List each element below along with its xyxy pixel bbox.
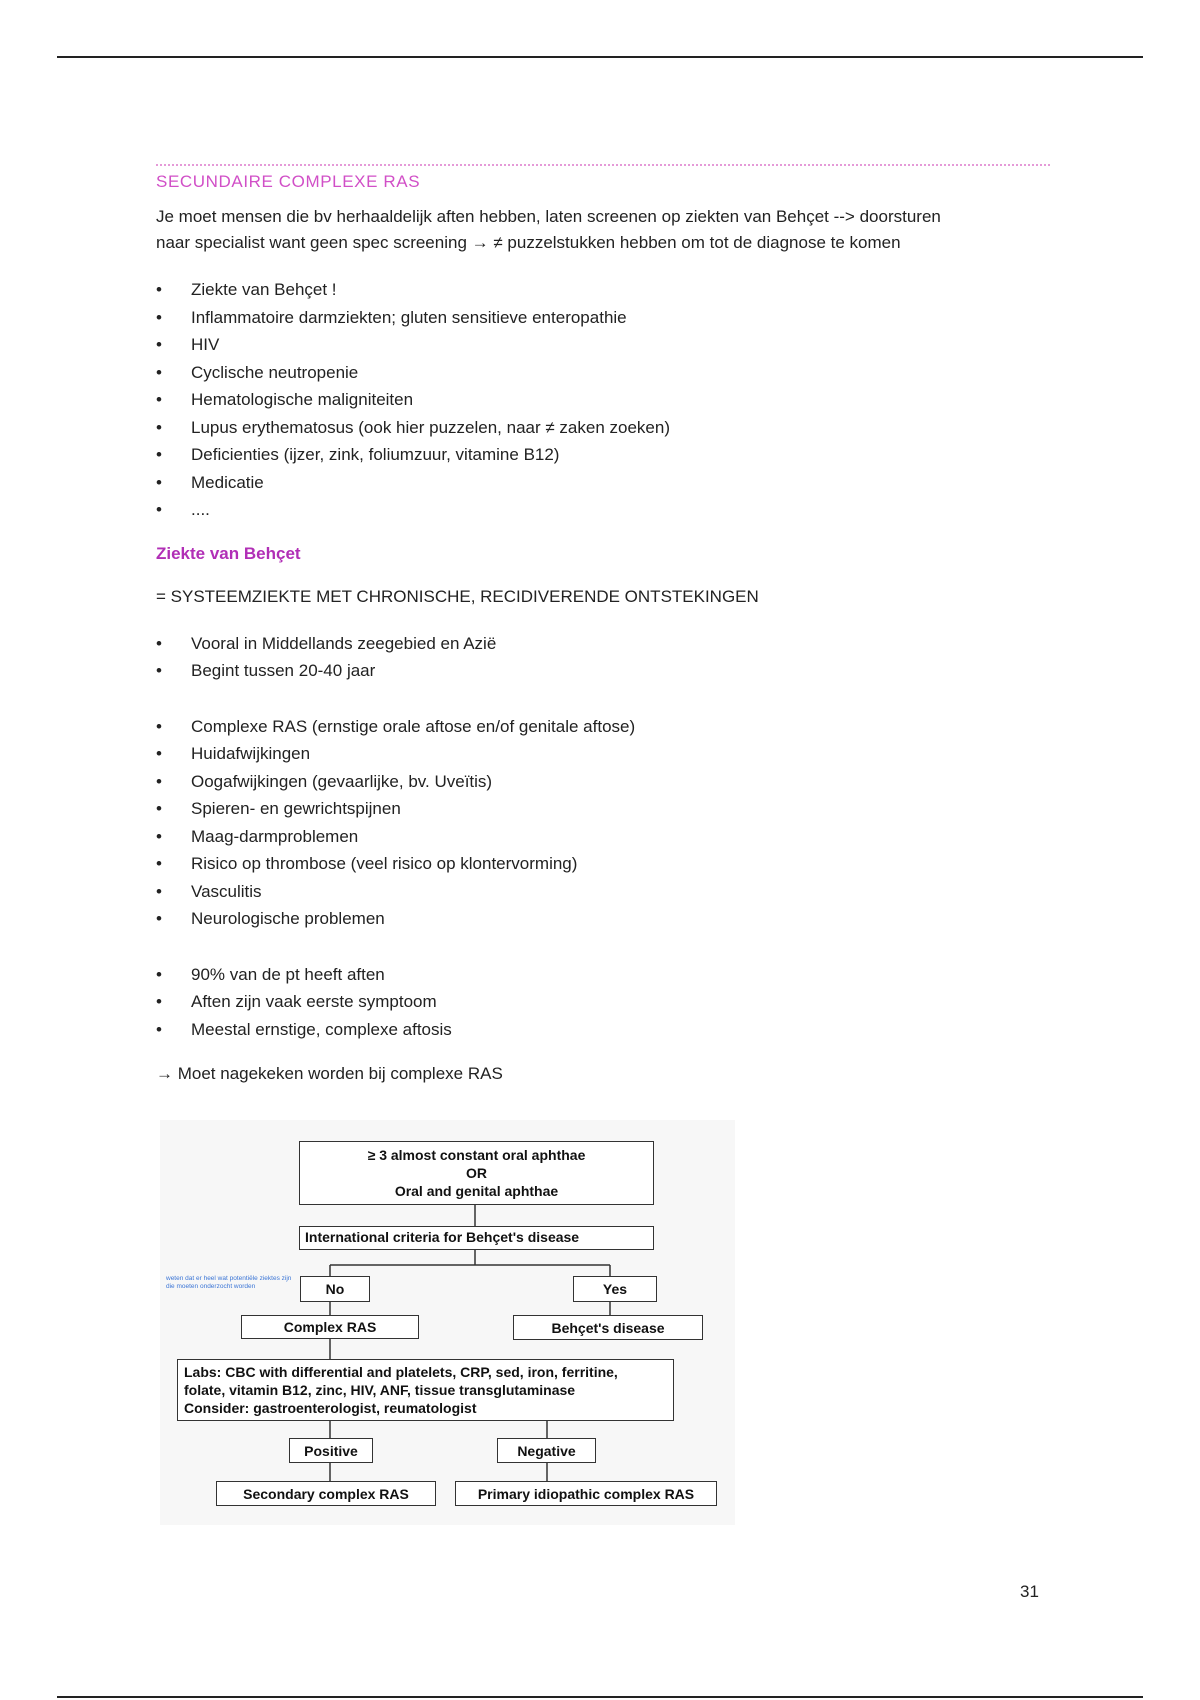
list-item bbox=[156, 878, 1050, 906]
intro-line: naar specialist want geen spec screening → ≠ puzzelstukken hebben om tot de diagnose te komen bbox=[156, 233, 901, 252]
flow-text: Secondary complex RAS bbox=[243, 1485, 409, 1502]
list-item bbox=[156, 850, 1050, 878]
bullet-icon: • bbox=[156, 992, 162, 1011]
handwritten-annotation: weten dat er heel wat potentiële ziektes zijn die moeten onderzocht worden bbox=[166, 1275, 292, 1290]
intro-line: Je moet mensen die bv herhaaldelijk aften hebben, laten screenen op ziekten van Behçet --> doorsturen bbox=[156, 207, 941, 226]
list-item bbox=[156, 359, 1050, 387]
page-number: 31 bbox=[1020, 1582, 1039, 1601]
list-item bbox=[156, 988, 1050, 1016]
list-item-text: Inflammatoire darmziekten; gluten sensitieve enteropathie bbox=[191, 307, 627, 327]
causes-list bbox=[156, 276, 1050, 524]
bullet-icon: • bbox=[156, 417, 162, 437]
bullet-icon: • bbox=[156, 1019, 162, 1039]
intro-paragraph bbox=[156, 204, 1050, 256]
list-item bbox=[156, 961, 1050, 989]
list-item-text: 90% van de pt heeft aften bbox=[191, 964, 385, 984]
flow-text: Negative bbox=[517, 1442, 576, 1459]
list-item-text: Risico op thrombose (veel risico op klontervorming) bbox=[191, 854, 578, 873]
list-item-text: Meestal ernstige, complexe aftosis bbox=[191, 1019, 452, 1039]
flow-box-top bbox=[299, 1141, 654, 1205]
bullet-icon: • bbox=[156, 661, 162, 680]
list-item bbox=[156, 414, 1050, 442]
list-item-text: Vasculitis bbox=[191, 881, 262, 901]
list-item bbox=[156, 276, 1050, 304]
footer-rule bbox=[57, 1696, 1143, 1698]
flowchart-figure bbox=[160, 1120, 735, 1525]
flow-text: Labs: CBC with differential and platelets, CRP, sed, iron, ferritine, bbox=[184, 1364, 618, 1380]
bullet-icon: • bbox=[156, 799, 162, 818]
list-item bbox=[156, 469, 1050, 497]
bullet-icon: • bbox=[156, 307, 162, 327]
header-rule bbox=[57, 56, 1143, 58]
bullet-icon: • bbox=[156, 335, 162, 354]
flow-text: Consider: gastroenterologist, reumatologist bbox=[184, 1400, 477, 1416]
flow-text: Primary idiopathic complex RAS bbox=[477, 1485, 695, 1502]
list-item-text: Medicatie bbox=[191, 472, 264, 492]
flow-text: Oral and genital aphthae bbox=[394, 1183, 559, 1199]
bullet-icon: • bbox=[156, 854, 162, 873]
bullet-icon: • bbox=[156, 716, 162, 736]
list-item-text: Hematologische maligniteiten bbox=[191, 390, 414, 409]
list-item bbox=[156, 905, 1050, 933]
list-item-text: Deficienties (ijzer, zink, foliumzuur, vitamine B12) bbox=[191, 445, 560, 464]
flow-text: ≥ 3 almost constant oral aphthae bbox=[367, 1147, 586, 1163]
list-item bbox=[156, 823, 1050, 851]
list-item-text: Maag-darmproblemen bbox=[191, 826, 359, 846]
bullet-icon: • bbox=[156, 964, 162, 984]
list-item bbox=[156, 386, 1050, 414]
list-item-text: Begint tussen 20-40 jaar bbox=[191, 661, 376, 680]
flow-text: OR bbox=[466, 1165, 487, 1181]
flow-box-labs bbox=[177, 1359, 674, 1421]
flow-text: International criteria for Behçet's disease bbox=[305, 1229, 580, 1245]
list-item-text: Oogafwijkingen (gevaarlijke, bv. Uveïtis) bbox=[191, 771, 493, 791]
list-item-text: Ziekte van Behçet ! bbox=[191, 280, 337, 299]
list-item bbox=[156, 496, 1050, 524]
flow-box-primary bbox=[455, 1481, 717, 1506]
list-item bbox=[156, 331, 1050, 359]
bullet-icon: • bbox=[156, 472, 162, 492]
flow-text: folate, vitamin B12, zinc, HIV, ANF, tissue transglutaminase bbox=[184, 1382, 576, 1398]
list-item bbox=[156, 1016, 1050, 1044]
flow-text: Yes bbox=[602, 1281, 628, 1297]
list-item-text: Lupus erythematosus (ook hier puzzelen, naar ≠ zaken zoeken) bbox=[191, 417, 670, 437]
list-item bbox=[156, 657, 1050, 685]
flow-text: Behçet's disease bbox=[551, 1319, 665, 1336]
list-item bbox=[156, 630, 1050, 658]
bullet-icon: • bbox=[156, 881, 162, 901]
epidemiology-list bbox=[156, 630, 1050, 685]
flow-box-secondary bbox=[216, 1481, 436, 1506]
bullet-icon: • bbox=[156, 771, 162, 791]
list-item-text: Complexe RAS (ernstige orale aftose en/of genitale aftose) bbox=[191, 716, 636, 736]
behcet-heading: Ziekte van Behçet bbox=[156, 543, 301, 563]
aften-list bbox=[156, 961, 1050, 1044]
flow-box-yes bbox=[573, 1276, 657, 1302]
flow-box-criteria bbox=[299, 1226, 654, 1250]
behcet-definition: = SYSTEEMZIEKTE MET CHRONISCHE, RECIDIVERENDE ONTSTEKINGEN bbox=[156, 586, 759, 606]
list-item bbox=[156, 795, 1050, 823]
list-item bbox=[156, 713, 1050, 741]
flow-text: Positive bbox=[304, 1442, 358, 1459]
bullet-icon: • bbox=[156, 826, 162, 846]
flow-box-positive bbox=[289, 1438, 373, 1463]
list-item-text: HIV bbox=[191, 335, 220, 354]
list-item-text: Aften zijn vaak eerste symptoom bbox=[191, 992, 437, 1011]
page-content bbox=[156, 160, 1050, 1087]
bullet-icon: • bbox=[156, 744, 162, 763]
note-line: → Moet nagekeken worden bij complexe RAS bbox=[156, 1064, 503, 1083]
flow-box-behcet bbox=[513, 1315, 703, 1340]
list-item bbox=[156, 441, 1050, 469]
flow-text: Complex RAS bbox=[283, 1319, 377, 1335]
list-item-text: Spieren- en gewrichtspijnen bbox=[191, 799, 401, 818]
section-heading: SECUNDAIRE COMPLEXE RAS bbox=[156, 164, 1050, 192]
bullet-icon: • bbox=[156, 280, 162, 299]
bullet-icon: • bbox=[156, 909, 162, 928]
list-item bbox=[156, 768, 1050, 796]
bullet-icon: • bbox=[156, 500, 162, 519]
symptoms-list bbox=[156, 713, 1050, 933]
list-item-text: Huidafwijkingen bbox=[191, 744, 311, 763]
list-item bbox=[156, 304, 1050, 332]
flow-box-no bbox=[300, 1276, 370, 1302]
flow-box-negative bbox=[497, 1438, 596, 1463]
bullet-icon: • bbox=[156, 633, 162, 653]
flow-text: No bbox=[325, 1281, 345, 1297]
list-item-text: .... bbox=[191, 500, 210, 519]
list-item-text: Neurologische problemen bbox=[191, 909, 385, 928]
list-item-text: Vooral in Middellands zeegebied en Azië bbox=[191, 633, 497, 653]
list-item-text: Cyclische neutropenie bbox=[191, 362, 359, 382]
list-item bbox=[156, 740, 1050, 768]
flow-box-complex-ras bbox=[241, 1315, 419, 1339]
bullet-icon: • bbox=[156, 390, 162, 409]
bullet-icon: • bbox=[156, 445, 162, 464]
bullet-icon: • bbox=[156, 362, 162, 382]
